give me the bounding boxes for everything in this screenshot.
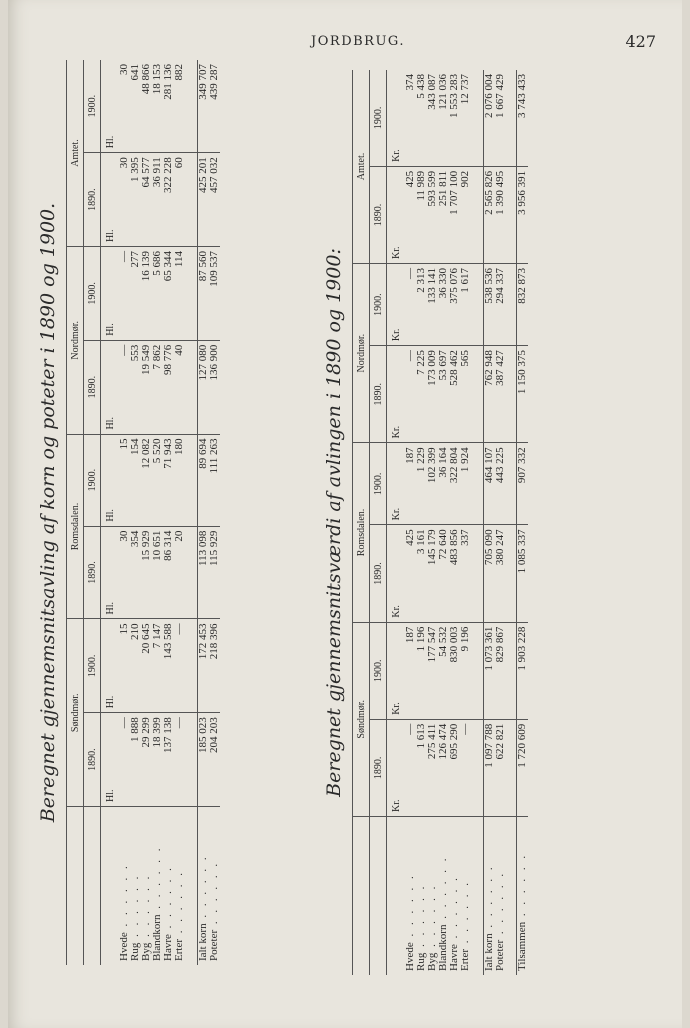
value-cell: 102 399 (427, 443, 438, 525)
year-header-row (84, 60, 101, 965)
value-cell: 30 (119, 60, 130, 153)
unit-label: Hl. (101, 619, 120, 713)
value-cell: 12 082 (141, 434, 152, 526)
value-cell: 528 462 (449, 346, 460, 443)
value-cell: 1 150 375 (517, 346, 529, 443)
empty-cell (185, 526, 198, 619)
unit-label: Kr. (387, 622, 406, 719)
year-header: 1890. (370, 166, 387, 263)
empty-cell (185, 619, 198, 713)
value-cell: 15 (119, 434, 130, 526)
value-cell: 20 (174, 526, 185, 619)
leader-dots: . . . . . . (118, 863, 130, 933)
value-cell: 36 164 (438, 443, 449, 525)
value-cell: 10 651 (152, 526, 163, 619)
value-cell: 457 032 (209, 153, 220, 247)
leader-dots: . . . . . . (448, 875, 460, 945)
row-label-cell (174, 807, 185, 966)
year-header: 1900. (84, 619, 101, 713)
value-cell: 349 707 (198, 60, 210, 153)
value-cell: — (405, 719, 416, 816)
value-cell: 204 203 (209, 713, 220, 807)
value-cell: 337 (460, 525, 471, 622)
value-cell: 907 332 (517, 443, 529, 525)
row-label-cell (209, 807, 220, 966)
value-cell: 5 438 (416, 70, 427, 166)
value-cell: 705 090 (484, 525, 496, 622)
region-header: Søndmør. (353, 622, 370, 816)
region-header-row (67, 60, 84, 965)
value-cell: — (119, 247, 130, 341)
value-cell: 1 395 (130, 153, 141, 247)
table1-caption: Beregnet gjennemsnitsavling af korn og poteter i 1890 og 1900. (37, 202, 59, 823)
unit-label: Kr. (387, 264, 406, 346)
row-label: Hvede (404, 942, 416, 971)
value-cell: — (119, 340, 130, 434)
table-row (405, 70, 416, 975)
value-cell: 425 201 (198, 153, 210, 247)
empty-cell (185, 807, 198, 966)
value-cell: 1 553 283 (449, 70, 460, 166)
empty-cell (471, 346, 484, 443)
spacer-row (471, 70, 484, 975)
value-cell: 115 929 (209, 526, 220, 619)
value-cell: 425 (405, 166, 416, 263)
table-row (141, 60, 152, 965)
value-cell: 180 (174, 434, 185, 526)
value-cell: 425 (405, 525, 416, 622)
value-cell: 1 073 361 (484, 622, 496, 719)
leader-dots: . . . . . . (494, 870, 506, 940)
leader-dots: . . . . . . (516, 852, 528, 922)
row-label: Rug (415, 952, 427, 971)
value-cell: 7 862 (152, 340, 163, 434)
value-cell: 832 873 (517, 264, 529, 346)
value-cell: 145 179 (427, 525, 438, 622)
region-header: Romsdalen. (353, 443, 370, 622)
year-header: 1890. (370, 719, 387, 816)
region-header: Nordmør. (353, 264, 370, 443)
year-header: 1900. (370, 443, 387, 525)
value-cell: 1 229 (416, 443, 427, 525)
value-cell: 281 136 (163, 60, 174, 153)
value-cell: 86 314 (163, 526, 174, 619)
value-cell: 695 290 (449, 719, 460, 816)
value-cell: 11 989 (416, 166, 427, 263)
table-row (174, 60, 185, 965)
row-label: Ialt korn (197, 923, 209, 961)
unit-row (387, 70, 406, 975)
row-label: Rug (129, 942, 141, 961)
table2 (352, 70, 528, 975)
value-cell: 53 697 (438, 346, 449, 443)
value-cell: 1 924 (460, 443, 471, 525)
spacer-row (506, 70, 517, 975)
value-cell: 173 009 (427, 346, 438, 443)
value-cell: 185 023 (198, 713, 210, 807)
value-cell: 89 694 (198, 434, 210, 526)
row-label: Tilsammen (516, 921, 528, 971)
value-cell: 71 943 (163, 434, 174, 526)
table-row (198, 60, 210, 965)
region-header: Søndmør. (67, 619, 84, 807)
year-header-row (370, 70, 387, 975)
value-cell: 19 549 (141, 340, 152, 434)
value-cell: 12 737 (460, 70, 471, 166)
value-cell: 622 821 (495, 719, 506, 816)
empty-cell (471, 817, 484, 976)
value-cell: 65 344 (163, 247, 174, 341)
value-cell: 902 (460, 166, 471, 263)
value-cell: — (405, 346, 416, 443)
empty-cell (185, 60, 198, 153)
value-cell: 1 707 100 (449, 166, 460, 263)
value-cell: 5 520 (152, 434, 163, 526)
value-cell: 1 888 (130, 713, 141, 807)
value-cell: 109 537 (209, 247, 220, 341)
leader-dots: . . . . . . (459, 880, 471, 950)
year-header: 1890. (370, 346, 387, 443)
unit-label: Hl. (101, 713, 120, 807)
value-cell: 30 (119, 153, 130, 247)
value-cell: 7 147 (152, 619, 163, 713)
value-cell: 443 225 (495, 443, 506, 525)
corner-cell (370, 817, 387, 976)
empty-cell (101, 807, 120, 966)
empty-cell (185, 340, 198, 434)
value-cell: 187 (405, 443, 416, 525)
row-label: Ialt korn (483, 933, 495, 971)
value-cell: 40 (174, 340, 185, 434)
value-cell: 36 330 (438, 264, 449, 346)
unit-label: Kr. (387, 166, 406, 263)
value-cell: 60 (174, 153, 185, 247)
value-cell: 64 577 (141, 153, 152, 247)
value-cell: 54 532 (438, 622, 449, 719)
value-cell: — (174, 619, 185, 713)
unit-label: Hl. (101, 340, 120, 434)
spacer-row (185, 60, 198, 965)
empty-cell (506, 719, 517, 816)
year-header: 1900. (370, 264, 387, 346)
empty-cell (506, 525, 517, 622)
empty-cell (471, 70, 484, 166)
value-cell: 1 097 788 (484, 719, 496, 816)
table-row (449, 70, 460, 975)
value-cell: — (405, 264, 416, 346)
value-cell: 15 (119, 619, 130, 713)
row-label: Hvede (118, 932, 130, 961)
value-cell: 374 (405, 70, 416, 166)
value-cell: 36 911 (152, 153, 163, 247)
value-cell: 439 287 (209, 60, 220, 153)
row-label-cell (517, 817, 529, 976)
empty-cell (185, 713, 198, 807)
corner-cell (84, 807, 101, 966)
value-cell: 87 560 (198, 247, 210, 341)
value-cell: 2 313 (416, 264, 427, 346)
empty-cell (471, 719, 484, 816)
value-cell: 187 (405, 622, 416, 719)
value-cell: 322 228 (163, 153, 174, 247)
value-cell: — (460, 719, 471, 816)
page-number: 427 (625, 32, 656, 51)
value-cell: 20 645 (141, 619, 152, 713)
leader-dots: . . . . . . (140, 873, 152, 943)
value-cell: 1 085 337 (517, 525, 529, 622)
value-cell: 277 (130, 247, 141, 341)
unit-label: Hl. (101, 526, 120, 619)
value-cell: 177 547 (427, 622, 438, 719)
empty-cell (506, 346, 517, 443)
value-cell: 565 (460, 346, 471, 443)
empty-cell (185, 247, 198, 341)
value-cell: 30 (119, 526, 130, 619)
leader-dots: . . . . . . (162, 865, 174, 935)
value-cell: 29 299 (141, 713, 152, 807)
year-header: 1890. (370, 525, 387, 622)
value-cell: 114 (174, 247, 185, 341)
row-label: Havre (448, 944, 460, 971)
empty-cell (506, 166, 517, 263)
value-cell: 593 599 (427, 166, 438, 263)
corner-cell (67, 807, 84, 966)
table-row (517, 70, 529, 975)
table-row (163, 60, 174, 965)
row-label-cell (460, 817, 471, 976)
year-header: 1890. (84, 713, 101, 807)
table-row (119, 60, 130, 965)
row-label: Erter (173, 939, 185, 961)
table2-caption: Beregnet gjennemsnitsværdi af avlingen i 1890 og 1900: (323, 248, 345, 797)
empty-cell (506, 817, 517, 976)
empty-cell (506, 622, 517, 719)
leader-dots: . . . . . . (415, 883, 427, 953)
row-label: Poteter (494, 939, 506, 971)
value-cell: 72 640 (438, 525, 449, 622)
value-cell: 18 153 (152, 60, 163, 153)
unit-label: Hl. (101, 153, 120, 247)
empty-cell (506, 70, 517, 166)
value-cell: 210 (130, 619, 141, 713)
row-label: Blandkorn (151, 914, 163, 961)
row-label: Byg (140, 942, 152, 961)
unit-label: Kr. (387, 70, 406, 166)
table-row (209, 60, 220, 965)
year-header: 1900. (370, 622, 387, 719)
value-cell: 275 411 (427, 719, 438, 816)
region-header: Amtet. (353, 70, 370, 264)
unit-label: Kr. (387, 443, 406, 525)
value-cell: 111 263 (209, 434, 220, 526)
region-header-row (353, 70, 370, 975)
value-cell: 136 900 (209, 340, 220, 434)
region-header: Romsdalen. (67, 434, 84, 619)
value-cell: 1 903 228 (517, 622, 529, 719)
value-cell: 7 225 (416, 346, 427, 443)
empty-cell (506, 443, 517, 525)
empty-cell (185, 153, 198, 247)
value-cell: 464 107 (484, 443, 496, 525)
empty-cell (506, 264, 517, 346)
value-cell: 343 087 (427, 70, 438, 166)
region-header: Amtet. (67, 60, 84, 247)
leader-dots: . . . . . . (426, 883, 438, 953)
value-cell: 2 565 826 (484, 166, 496, 263)
value-cell: 882 (174, 60, 185, 153)
unit-label: Hl. (101, 60, 120, 153)
unit-row (101, 60, 120, 965)
empty-cell (471, 525, 484, 622)
page (8, 0, 682, 1028)
value-cell: 1 390 495 (495, 166, 506, 263)
value-cell: 762 948 (484, 346, 496, 443)
corner-cell (353, 817, 370, 976)
year-header: 1900. (370, 70, 387, 166)
empty-cell (471, 622, 484, 719)
empty-cell (471, 264, 484, 346)
value-cell: 218 396 (209, 619, 220, 713)
value-cell: 387 427 (495, 346, 506, 443)
value-cell: 48 866 (141, 60, 152, 153)
value-cell: 830 003 (449, 622, 460, 719)
value-cell: 322 804 (449, 443, 460, 525)
year-header: 1890. (84, 153, 101, 247)
unit-label: Hl. (101, 434, 120, 526)
value-cell: 294 337 (495, 264, 506, 346)
value-cell: 98 776 (163, 340, 174, 434)
row-label: Erter (459, 949, 471, 971)
value-cell: 1 617 (460, 264, 471, 346)
year-header: 1890. (84, 526, 101, 619)
value-cell: 137 138 (163, 713, 174, 807)
year-header: 1890. (84, 340, 101, 434)
value-cell: 113 098 (198, 526, 210, 619)
table1-block (30, 60, 220, 965)
table-row (130, 60, 141, 965)
table-row (495, 70, 506, 975)
value-cell: 15 929 (141, 526, 152, 619)
row-label: Poteter (208, 929, 220, 961)
year-header: 1900. (84, 434, 101, 526)
value-cell: 127 080 (198, 340, 210, 434)
value-cell: 829 867 (495, 622, 506, 719)
value-cell: 3 956 391 (517, 166, 529, 263)
value-cell: 126 474 (438, 719, 449, 816)
table-row (152, 60, 163, 965)
value-cell: 172 453 (198, 619, 210, 713)
leader-dots: . . . . . . (197, 854, 209, 924)
value-cell: 1 196 (416, 622, 427, 719)
value-cell: 483 856 (449, 525, 460, 622)
value-cell: 641 (130, 60, 141, 153)
value-cell: 18 399 (152, 713, 163, 807)
table2-block (316, 70, 528, 975)
empty-cell (471, 443, 484, 525)
value-cell: 154 (130, 434, 141, 526)
running-head: JORDBRUG. (311, 34, 405, 49)
unit-label: Hl. (101, 247, 120, 341)
leader-dots: . . . . . . (151, 845, 163, 915)
row-label: Byg (426, 952, 438, 971)
year-header: 1900. (84, 60, 101, 153)
leader-dots: . . . . . . (129, 873, 141, 943)
unit-label: Kr. (387, 346, 406, 443)
value-cell: 553 (130, 340, 141, 434)
leader-dots: . . . . . . (208, 860, 220, 930)
value-cell: — (174, 713, 185, 807)
value-cell: 143 588 (163, 619, 174, 713)
value-cell: 380 247 (495, 525, 506, 622)
value-cell: 3 161 (416, 525, 427, 622)
value-cell: 3 743 433 (517, 70, 529, 166)
leader-dots: . . . . . . (483, 864, 495, 934)
leader-dots: . . . . . . (437, 855, 449, 925)
row-label: Blandkorn (437, 924, 449, 971)
empty-cell (471, 166, 484, 263)
unit-label: Kr. (387, 719, 406, 816)
table-row (460, 70, 471, 975)
value-cell: 5 686 (152, 247, 163, 341)
region-header: Nordmør. (67, 247, 84, 435)
empty-cell (185, 434, 198, 526)
value-cell: 1 613 (416, 719, 427, 816)
value-cell: 538 536 (484, 264, 496, 346)
value-cell: 2 076 004 (484, 70, 496, 166)
value-cell: — (119, 713, 130, 807)
leader-dots: . . . . . . (173, 870, 185, 940)
value-cell: 354 (130, 526, 141, 619)
unit-label: Kr. (387, 525, 406, 622)
value-cell: 9 196 (460, 622, 471, 719)
value-cell: 1 667 429 (495, 70, 506, 166)
value-cell: 1 720 609 (517, 719, 529, 816)
year-header: 1900. (84, 247, 101, 341)
value-cell: 121 036 (438, 70, 449, 166)
leader-dots: . . . . . . (404, 873, 416, 943)
table1 (66, 60, 220, 965)
value-cell: 375 076 (449, 264, 460, 346)
value-cell: 251 811 (438, 166, 449, 263)
row-label: Havre (162, 934, 174, 961)
value-cell: 133 141 (427, 264, 438, 346)
empty-cell (387, 817, 406, 976)
value-cell: 16 139 (141, 247, 152, 341)
row-label-cell (495, 817, 506, 976)
